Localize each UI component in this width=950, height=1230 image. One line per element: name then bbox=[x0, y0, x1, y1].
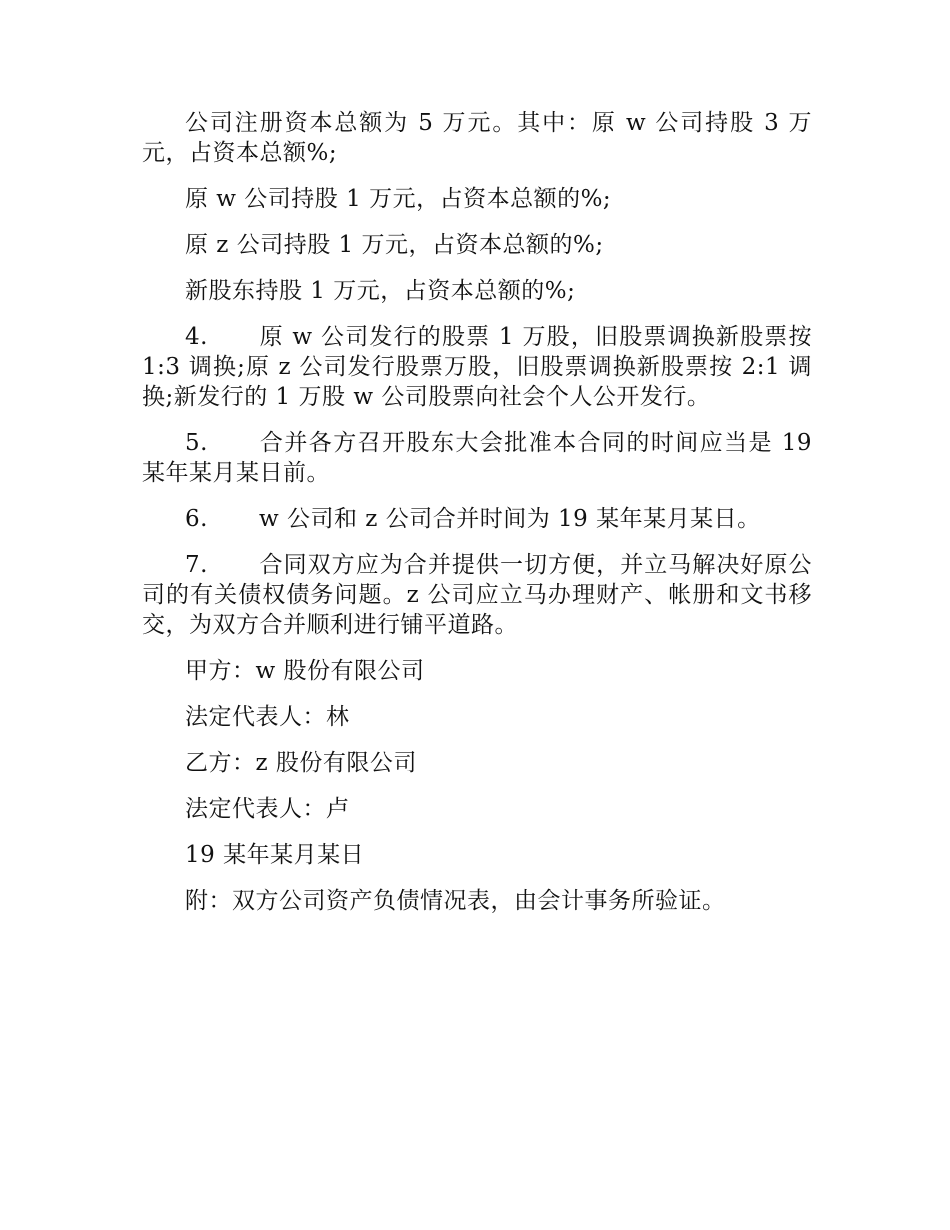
paragraph-text: 甲方：w 股份有限公司 bbox=[185, 658, 425, 684]
clause-text: 原 w 公司发行的股票 1 万股，旧股票调换新股票按 1:3 调换;原 z 公司发行股票万股，旧股票调换新股票按 2:1 调换;新发行的 1 万股 w 公司股票向社会个人公开发行。 bbox=[142, 324, 812, 410]
appendix-note bbox=[142, 886, 812, 916]
clause-7 bbox=[142, 550, 812, 640]
clause-text: w 公司和 z 公司合并时间为 19 某年某月某日。 bbox=[259, 506, 761, 532]
paragraph-capital-total bbox=[142, 108, 812, 168]
clause-number: 5. bbox=[185, 430, 208, 456]
clause-number: 4. bbox=[185, 324, 208, 350]
paragraph-w-shares bbox=[142, 184, 812, 214]
clause-number: 7. bbox=[185, 552, 208, 578]
paragraph-text: 公司注册资本总额为 5 万元。其中：原 w 公司持股 3 万元，占资本总额%; bbox=[142, 110, 812, 166]
party-b-representative bbox=[142, 794, 812, 824]
clause-4 bbox=[142, 322, 812, 412]
paragraph-text: 原 z 公司持股 1 万元，占资本总额的%; bbox=[185, 232, 604, 258]
paragraph-text: 附：双方公司资产负债情况表，由会计事务所验证。 bbox=[185, 888, 726, 914]
paragraph-text: 19 某年某月某日 bbox=[185, 842, 365, 868]
paragraph-text: 新股东持股 1 万元，占资本总额的%; bbox=[185, 278, 576, 304]
paragraph-new-shareholders bbox=[142, 276, 812, 306]
paragraph-z-shares bbox=[142, 230, 812, 260]
paragraph-text: 原 w 公司持股 1 万元，占资本总额的%; bbox=[185, 186, 612, 212]
party-a-representative bbox=[142, 702, 812, 732]
clause-5 bbox=[142, 428, 812, 488]
clause-text: 合并各方召开股东大会批准本合同的时间应当是 19 某年某月某日前。 bbox=[142, 430, 812, 486]
party-b bbox=[142, 748, 812, 778]
party-a bbox=[142, 656, 812, 686]
signing-date bbox=[142, 840, 812, 870]
clause-6 bbox=[142, 504, 812, 534]
paragraph-text: 法定代表人：林 bbox=[185, 704, 350, 730]
clause-number: 6. bbox=[185, 506, 208, 532]
paragraph-text: 法定代表人：卢 bbox=[185, 796, 350, 822]
paragraph-text: 乙方：z 股份有限公司 bbox=[185, 750, 417, 776]
document-body bbox=[142, 108, 812, 932]
clause-text: 合同双方应为合并提供一切方便，并立马解决好原公司的有关债权债务问题。z 公司应立马办理财产、帐册和文书移交，为双方合并顺利进行铺平道路。 bbox=[142, 552, 812, 638]
